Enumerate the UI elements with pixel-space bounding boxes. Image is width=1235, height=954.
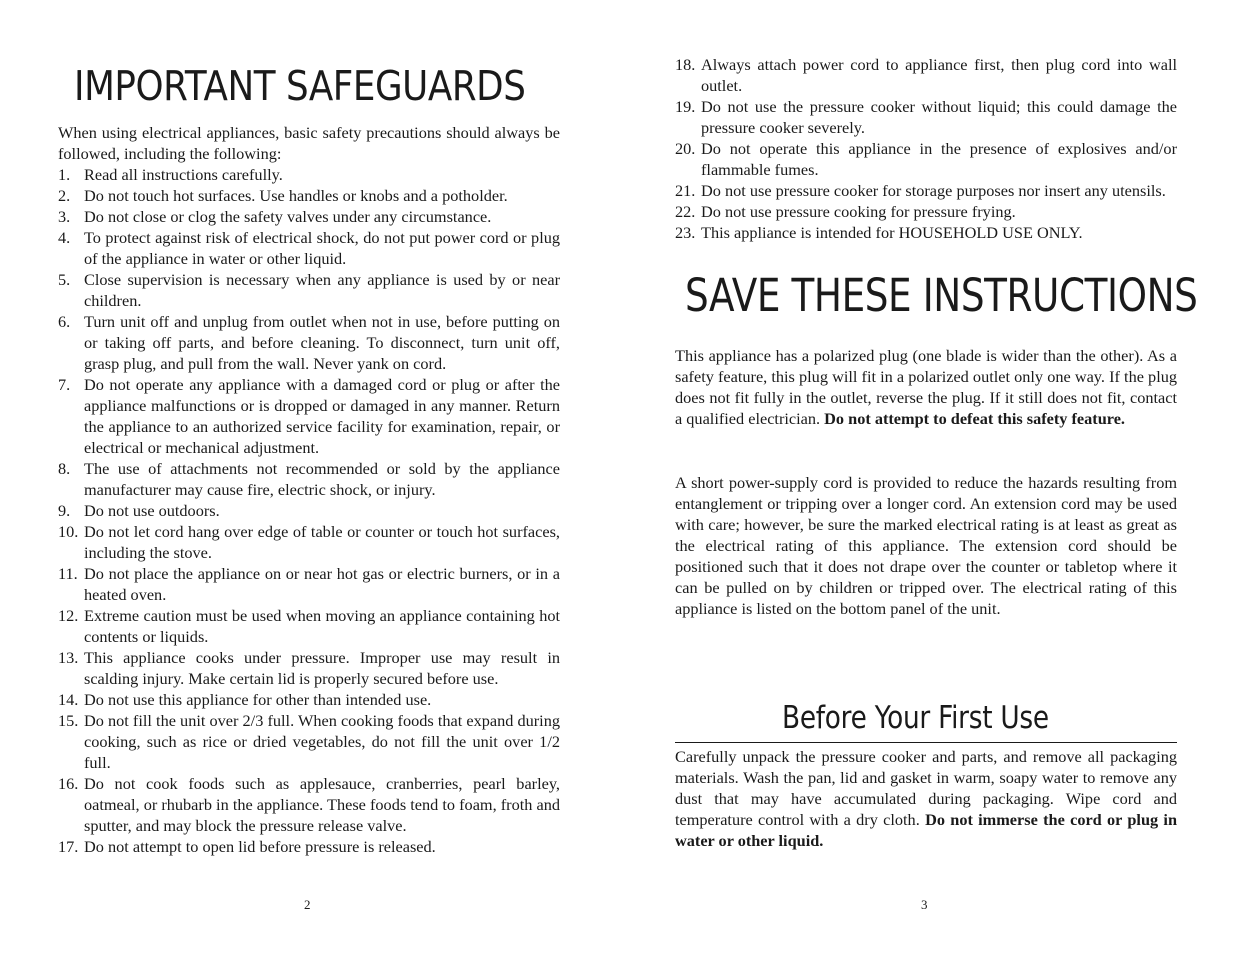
item-text: Do not use outdoors. [84,501,220,520]
intro-paragraph: When using electrical appliances, basic safety precautions should always be followed, including the following: [58,123,560,163]
list-item [58,374,560,458]
short-cord-paragraph: A short power-supply cord is provided to reduce the hazards resulting from entanglement or tripping over a longer cord. An extension cord may be used with care; however, be sure the marked electrical rating is at least as great as the electrical rating of this appliance. The extension cord should be positioned such that it does not drape over the counter or tabletop where it can be pulled on by children or tripped over. The electrical rating of this appliance is listed on the bottom panel of the unit. [675,473,1177,618]
list-item [58,836,560,857]
first-use-paragraph [675,746,1177,851]
item-number: 6. [58,312,71,331]
safeguards-list-right [675,54,1177,243]
item-text: This appliance is intended for HOUSEHOLD USE ONLY. [701,223,1083,242]
item-text: To protect against risk of electrical shock, do not put power cord or plug of the appliance in water or other liquid. [84,228,560,268]
list-item [58,605,560,647]
important-safeguards-title: IMPORTANT SAFEGUARDS [74,62,526,110]
item-number: 18. [675,55,696,74]
list-item [675,96,1177,138]
page-number-left: 2 [304,897,311,912]
item-text: Do not operate any appliance with a damaged cord or plug or after the appliance malfunctions or is dropped or damaged in any manner. Return the appliance to an authorized service facility for examination, repair, or electrical or mechanical adjustment. [84,375,560,457]
item-text: Read all instructions carefully. [84,165,283,184]
item-text: Do not use this appliance for other than intended use. [84,690,432,709]
item-number: 22. [675,202,696,221]
item-number: 5. [58,270,71,289]
list-item [58,227,560,269]
item-number: 21. [675,181,696,200]
item-text: The use of attachments not recommended or sold by the appliance manufacturer may cause fire, electric shock, or injury. [84,459,560,499]
item-number: 1. [58,165,71,184]
item-number: 13. [58,648,79,667]
polarized-plug-warning: Do not attempt to defeat this safety feature. [824,409,1126,428]
item-text: This appliance cooks under pressure. Improper use may result in scalding injury. Make certain lid is properly secured before use. [84,648,560,688]
item-number: 15. [58,711,79,730]
list-item [58,311,560,374]
item-number: 12. [58,606,79,625]
list-item [675,54,1177,96]
first-use-title: Before Your First Use [782,700,1049,736]
item-text: Do not use pressure cooking for pressure frying. [701,202,1016,221]
item-text: Do not use the pressure cooker without liquid; this could damage the pressure cooker severely. [701,97,1177,137]
item-number: 3. [58,207,71,226]
list-item [58,773,560,836]
item-number: 2. [58,186,71,205]
item-text: Do not place the appliance on or near hot gas or electric burners, or in a heated oven. [84,564,560,604]
list-item [58,521,560,563]
list-item [675,201,1177,222]
list-item [58,185,560,206]
item-number: 4. [58,228,71,247]
list-item [675,180,1177,201]
list-item [675,138,1177,180]
list-item [58,458,560,500]
item-text: Do not touch hot surfaces. Use handles or knobs and a potholder. [84,186,508,205]
list-item [58,689,560,710]
polarized-plug-paragraph [675,345,1177,429]
item-number: 16. [58,774,79,793]
item-text: Close supervision is necessary when any appliance is used by or near children. [84,270,560,310]
left-page [58,0,560,954]
item-number: 7. [58,375,71,394]
item-number: 9. [58,501,71,520]
list-item [58,164,560,185]
item-text: Do not cook foods such as applesauce, cranberries, pearl barley, oatmeal, or rhubarb in the appliance. These foods tend to foam, froth and sputter, and may block the pressure release valve. [84,774,560,835]
list-item [58,563,560,605]
first-use-warning: Do not immerse the cord or plug in water or other liquid. [675,810,1178,850]
section-divider [675,742,1177,743]
item-text: Turn unit off and unplug from outlet when not in use, before putting on or taking off parts, and before cleaning. To disconnect, turn unit off, grasp plug, and pull from the wall. Never yank on cord. [84,312,560,373]
page-number-right: 3 [921,897,928,912]
safeguards-list [58,164,560,857]
item-text: Do not close or clog the safety valves under any circumstance. [84,207,492,226]
first-use-text: Carefully unpack the pressure cooker and parts, and remove all packaging materials. Wash the pan, lid and gasket in warm, soapy water to remove any dust that may have accumulated during packaging. Wipe cord and temperature control with a dry cloth. [675,747,1177,829]
item-text: Do not fill the unit over 2/3 full. When cooking foods that expand during cooking, such as rice or dried vegetables, do not fill the unit over 1/2 full. [84,711,560,772]
item-number: 8. [58,459,71,478]
list-item [58,500,560,521]
item-number: 17. [58,837,79,856]
item-text: Do not attempt to open lid before pressure is released. [84,837,436,856]
item-number: 11. [58,564,78,583]
list-item [58,269,560,311]
safeguards-list-left [58,164,560,857]
item-number: 19. [675,97,696,116]
item-text: Do not let cord hang over edge of table or counter or touch hot surfaces, including the stove. [84,522,560,562]
item-number: 14. [58,690,79,709]
item-number: 23. [675,223,696,242]
item-text: Do not use pressure cooker for storage purposes nor insert any utensils. [701,181,1166,200]
save-instructions-title: SAVE THESE INSTRUCTIONS [685,269,1198,322]
list-item [58,647,560,689]
list-item [675,222,1177,243]
right-page [675,0,1198,954]
list-item [58,710,560,773]
item-number: 10. [58,522,79,541]
item-text: Extreme caution must be used when moving an appliance containing hot contents or liquids. [84,606,560,646]
item-text: Do not operate this appliance in the presence of explosives and/or flammable fumes. [701,139,1177,179]
safeguards-list-continued [675,54,1177,243]
list-item [58,206,560,227]
item-number: 20. [675,139,696,158]
polarized-plug-text: This appliance has a polarized plug (one blade is wider than the other). As a safety feature, this plug will fit in a polarized outlet only one way. If the plug does not fit fully in the outlet, reverse the plug. If it still does not fit, contact a qualified electrician. [675,346,1177,428]
item-text: Always attach power cord to appliance first, then plug cord into wall outlet. [701,55,1177,95]
